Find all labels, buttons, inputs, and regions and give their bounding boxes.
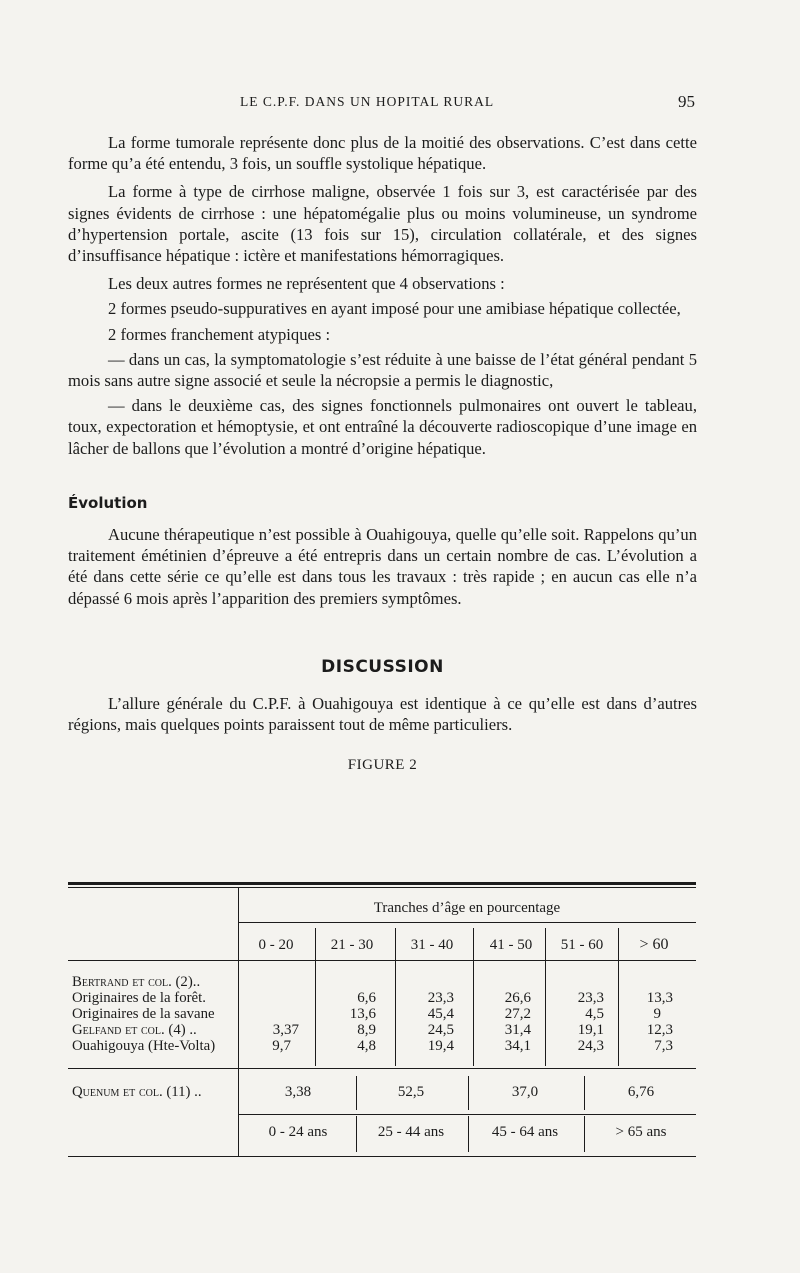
column-header: 21 - 30 [330,937,374,953]
range-divider [468,1116,469,1152]
age-range-label: 45 - 64 ans [491,1124,559,1140]
row-label: Originaires de la savane [72,1006,215,1022]
column-divider [473,928,474,1066]
table-cell: 9 [653,1006,661,1022]
row-label: Originaires de la forêt. [72,990,206,1006]
group-header: Tranches d’âge en pourcentage [373,900,561,916]
table-cell: 19,1 [577,1022,604,1038]
table-cell: 31,4 [504,1022,531,1038]
table-cell: 19,4 [427,1038,454,1054]
paragraph: L’allure générale du C.P.F. à Ouahigouya est identique à ce qu’elle est dans d’autres régions, mais quelques points paraissent tout de même particuliers. [68,694,697,735]
column-header: > 60 [639,936,669,953]
table-cell: 3,37 [272,1022,299,1038]
age-range-label: 0 - 24 ans [268,1124,328,1140]
table-cell: 4,5 [585,1006,604,1022]
row-label: Bertrand et col. (2).. [72,974,201,990]
table-cell: 4,8 [357,1038,376,1054]
table-top-rule-thin [68,887,696,888]
section-rule [68,1068,696,1069]
body-text [68,132,697,777]
table-cell: 13,3 [646,990,673,1006]
table-cell: 12,3 [646,1022,673,1038]
quenum-divider [468,1076,469,1110]
age-range-label: > 65 ans [615,1124,667,1140]
table-cell: 9,7 [272,1038,291,1054]
table-cell: 23,3 [427,990,454,1006]
table-cell: 24,3 [577,1038,604,1054]
row-label: Quenum et col. (11) .. [72,1084,202,1100]
section-heading-evolution: Évolution [68,493,148,512]
range-divider [356,1116,357,1152]
table-cell: 23,3 [577,990,604,1006]
page-number: 95 [678,92,695,111]
table-cell: 13,6 [349,1006,376,1022]
label-divider [238,1066,239,1156]
table-cell: 34,1 [504,1038,531,1054]
range-divider [584,1116,585,1152]
range-rule [238,1114,696,1115]
table-cell: 45,4 [427,1006,454,1022]
row-label: Ouahigouya (Hte-Volta) [72,1038,216,1054]
age-distribution-table [68,880,696,1160]
table-cell: 7,3 [654,1038,673,1054]
paragraph: Les deux autres formes ne représentent que 4 observations : [108,274,505,294]
header-rule [238,922,696,923]
paragraph: — dans un cas, la symptomatologie s’est réduite à une baisse de l’état général pendant 5 mois sans autre signe associé et seule la nécropsie a permis le diagnostic, [68,349,697,391]
paragraph: La forme tumorale représente donc plus de la moitié des observations. C’est dans cette forme qu’a été entendu, 3 fois, un souffle systolique hépatique. [68,133,697,174]
quenum-divider [356,1076,357,1110]
age-range-label: 25 - 44 ans [377,1124,445,1140]
table-cell: 6,6 [357,990,376,1006]
table-cell: 24,5 [427,1022,454,1038]
column-header: 31 - 40 [410,937,454,953]
row-label: Gelfand et col. (4) .. [72,1022,197,1038]
column-header: 0 - 20 [258,937,294,953]
table-cell: 3,38 [284,1084,312,1100]
section-heading-discussion: DISCUSSION [321,656,444,677]
paragraph: — dans le deuxième cas, des signes fonctionnels pulmonaires ont ouvert le tableau, toux, expectoration et hémoptysie, et ont entraîné la découverte radioscopique d’une image en lâcher de ballons que l’évolution a montré d’origine hépatique. [68,396,697,458]
paragraph: La forme à type de cirrhose maligne, observée 1 fois sur 3, est caractérisée par des signes évidents de cirrhose : une hépatomégalie plus ou moins volumineuse, un syndrome d’hypertension portale, ascite (13 fois sur 15), circulation collatérale, et des signes d’insuffisance hépatique : ictère et manifestations hémorragiques. [68,182,697,266]
table-cell: 26,6 [504,990,531,1006]
running-title: LE C.P.F. DANS UN HOPITAL RURAL [240,94,495,109]
running-header [0,92,800,114]
quenum-divider [584,1076,585,1110]
table-cell: 27,2 [504,1006,531,1022]
column-header: 41 - 50 [489,937,533,953]
table-cell: 8,9 [357,1022,376,1038]
table-cell: 6,76 [627,1084,655,1100]
column-header-rule [68,960,696,961]
paragraph: Aucune thérapeutique n’est possible à Ouahigouya, quelle qu’elle soit. Rappelons qu’un traitement émétinien d’épreuve a été entrepris dans un certain nombre de cas. L’évolution a été dans cette série ce qu’elle est dans tous les travaux : très rapide ; en aucun cas elle n’a dépassé 6 mois après l’apparition des premiers symptômes. [68,525,697,608]
table-top-rule [68,882,696,885]
paragraph: 2 formes franchement atypiques : [108,324,331,344]
paragraph: 2 formes pseudo-suppuratives en ayant imposé pour une amibiase hépatique collectée, [108,299,681,319]
table-cell: 52,5 [397,1084,425,1100]
table-bottom-rule [68,1156,696,1157]
table-cell: 37,0 [511,1084,539,1100]
figure-caption: FIGURE 2 [347,757,418,774]
column-header: 51 - 60 [560,937,604,953]
